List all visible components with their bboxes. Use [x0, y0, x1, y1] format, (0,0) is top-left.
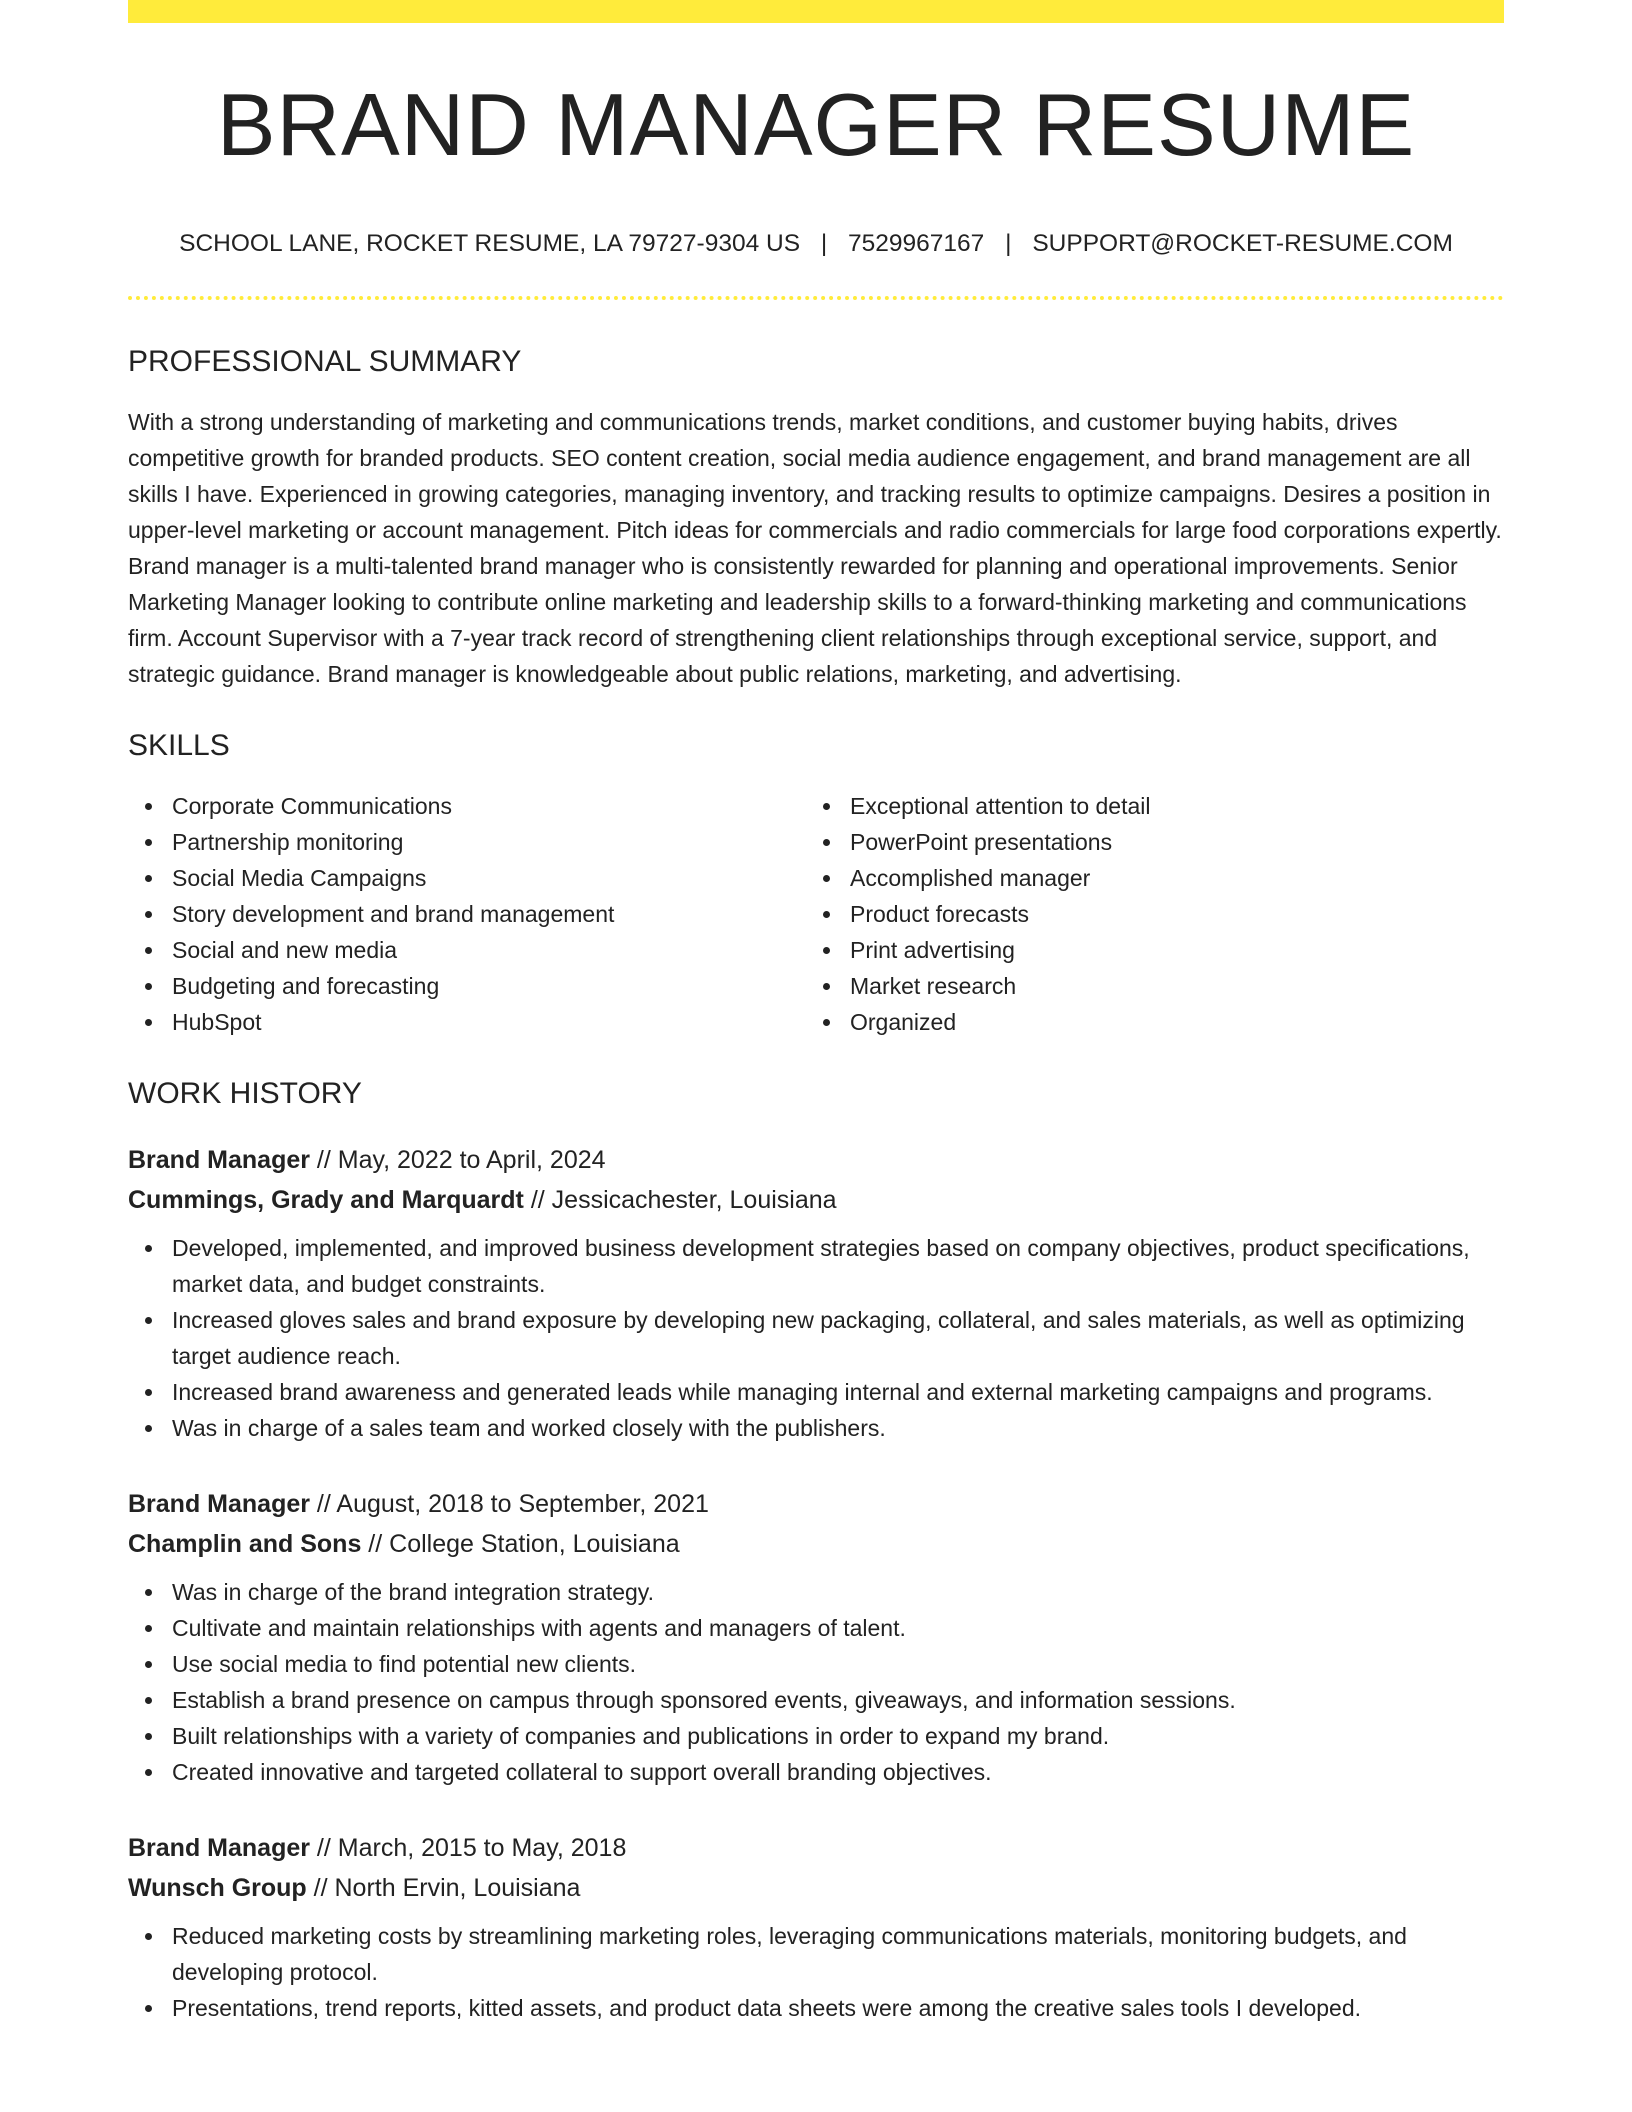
skill-item: Social Media Campaigns [172, 860, 806, 896]
job-bullet: Increased gloves sales and brand exposure by developing new packaging, collateral, and sales materials, as well as optimizing target audience reach. [172, 1302, 1504, 1374]
job-bullet: Was in charge of a sales team and worked closely with the publishers. [172, 1410, 1504, 1446]
skills-list-left [128, 788, 806, 1040]
job-entry [128, 1828, 1504, 2026]
job-bullet: Establish a brand presence on campus through sponsored events, giveaways, and information sessions. [172, 1682, 1504, 1718]
job-company: Champlin and Sons [128, 1530, 362, 1559]
dotted-divider [128, 296, 1504, 300]
job-entry [128, 1484, 1504, 1790]
job-bullet: Presentations, trend reports, kitted assets, and product data sheets were among the creative sales tools I developed. [172, 1990, 1504, 2026]
job-bullets [128, 1574, 1504, 1790]
job-bullet: Built relationships with a variety of companies and publications in order to expand my brand. [172, 1718, 1504, 1754]
job-role: Brand Manager [128, 1490, 310, 1519]
contact-separator: | [1005, 230, 1012, 257]
job-dates: // August, 2018 to September, 2021 [309, 1490, 709, 1519]
job-bullet: Reduced marketing costs by streamlining marketing roles, leveraging communications materials, monitoring budgets, and developing protocol. [172, 1918, 1504, 1990]
job-company: Wunsch Group [128, 1874, 307, 1903]
job-company-line [128, 1180, 1504, 1220]
skill-item: Accomplished manager [850, 860, 1484, 896]
skill-item: Social and new media [172, 932, 806, 968]
job-bullet: Use social media to find potential new clients. [172, 1646, 1504, 1682]
job-location: // College Station, Louisiana [361, 1530, 680, 1559]
skills-columns [128, 788, 1504, 1040]
skill-item: Corporate Communications [172, 788, 806, 824]
job-company-line [128, 1868, 1504, 1908]
summary-text: With a strong understanding of marketing and communications trends, market conditions, and customer buying habits, drives competitive growth for branded products. SEO content creation, social media audience engagement, and brand management are all skills I have. Experienced in growing categories, managing inventory, and tracking results to optimize campaigns. Desires a position in upper-level marketing or account management. Pitch ideas for commercials and radio commercials for large food corporations expertly. Brand manager is a multi-talented brand manager who is consistently rewarded for planning and operational improvements. Senior Marketing Manager looking to contribute online marketing and leadership skills to a forward-thinking marketing and communications firm. Account Supervisor with a 7-year track record of strengthening client relationships through exceptional service, support, and strategic guidance. Brand manager is knowledgeable about public relations, marketing, and advertising. [128, 409, 1502, 688]
job-role-line [128, 1484, 1504, 1524]
job-location: // Jessicachester, Louisiana [523, 1186, 837, 1215]
job-role: Brand Manager [128, 1146, 310, 1175]
job-location: // North Ervin, Louisiana [306, 1874, 581, 1903]
job-company: Cummings, Grady and Marquardt [128, 1186, 524, 1215]
job-bullet: Cultivate and maintain relationships with agents and managers of talent. [172, 1610, 1504, 1646]
job-bullet: Developed, implemented, and improved business development strategies based on company objectives, product specifications, market data, and budget constraints. [172, 1230, 1504, 1302]
job-bullets [128, 1918, 1504, 2026]
skills-list-right [806, 788, 1484, 1040]
skill-item: Product forecasts [850, 896, 1484, 932]
skill-item: Partnership monitoring [172, 824, 806, 860]
work-history-heading: WORK HISTORY [128, 1077, 362, 1111]
contact-address: SCHOOL LANE, ROCKET RESUME, LA 79727-9304 US [179, 230, 801, 257]
contact-email: SUPPORT@ROCKET-RESUME.COM [1032, 230, 1453, 257]
skill-item: HubSpot [172, 1004, 806, 1040]
contact-phone: 7529967167 [848, 230, 985, 257]
job-bullet: Increased brand awareness and generated leads while managing internal and external marketing campaigns and programs. [172, 1374, 1504, 1410]
job-bullets [128, 1230, 1504, 1446]
skill-item: Organized [850, 1004, 1484, 1040]
resume-page [128, 0, 1504, 2112]
job-role: Brand Manager [128, 1834, 310, 1863]
skill-item: Budgeting and forecasting [172, 968, 806, 1004]
skill-item: Story development and brand management [172, 896, 806, 932]
contact-line [128, 229, 1504, 258]
job-dates: // March, 2015 to May, 2018 [309, 1834, 627, 1863]
job-bullet: Was in charge of the brand integration strategy. [172, 1574, 1504, 1610]
skill-item: Print advertising [850, 932, 1484, 968]
accent-top-bar [128, 0, 1504, 23]
summary-heading: PROFESSIONAL SUMMARY [128, 345, 522, 379]
job-entry [128, 1140, 1504, 1446]
job-company-line [128, 1524, 1504, 1564]
page-title: BRAND MANAGER RESUME [216, 75, 1416, 174]
contact-separator: | [820, 230, 828, 257]
skill-item: Market research [850, 968, 1484, 1004]
skill-item: PowerPoint presentations [850, 824, 1484, 860]
skill-item: Exceptional attention to detail [850, 788, 1484, 824]
skills-heading: SKILLS [128, 729, 230, 763]
job-role-line [128, 1140, 1504, 1180]
job-role-line [128, 1828, 1504, 1868]
job-dates: // May, 2022 to April, 2024 [309, 1146, 606, 1175]
job-bullet: Created innovative and targeted collateral to support overall branding objectives. [172, 1754, 1504, 1790]
